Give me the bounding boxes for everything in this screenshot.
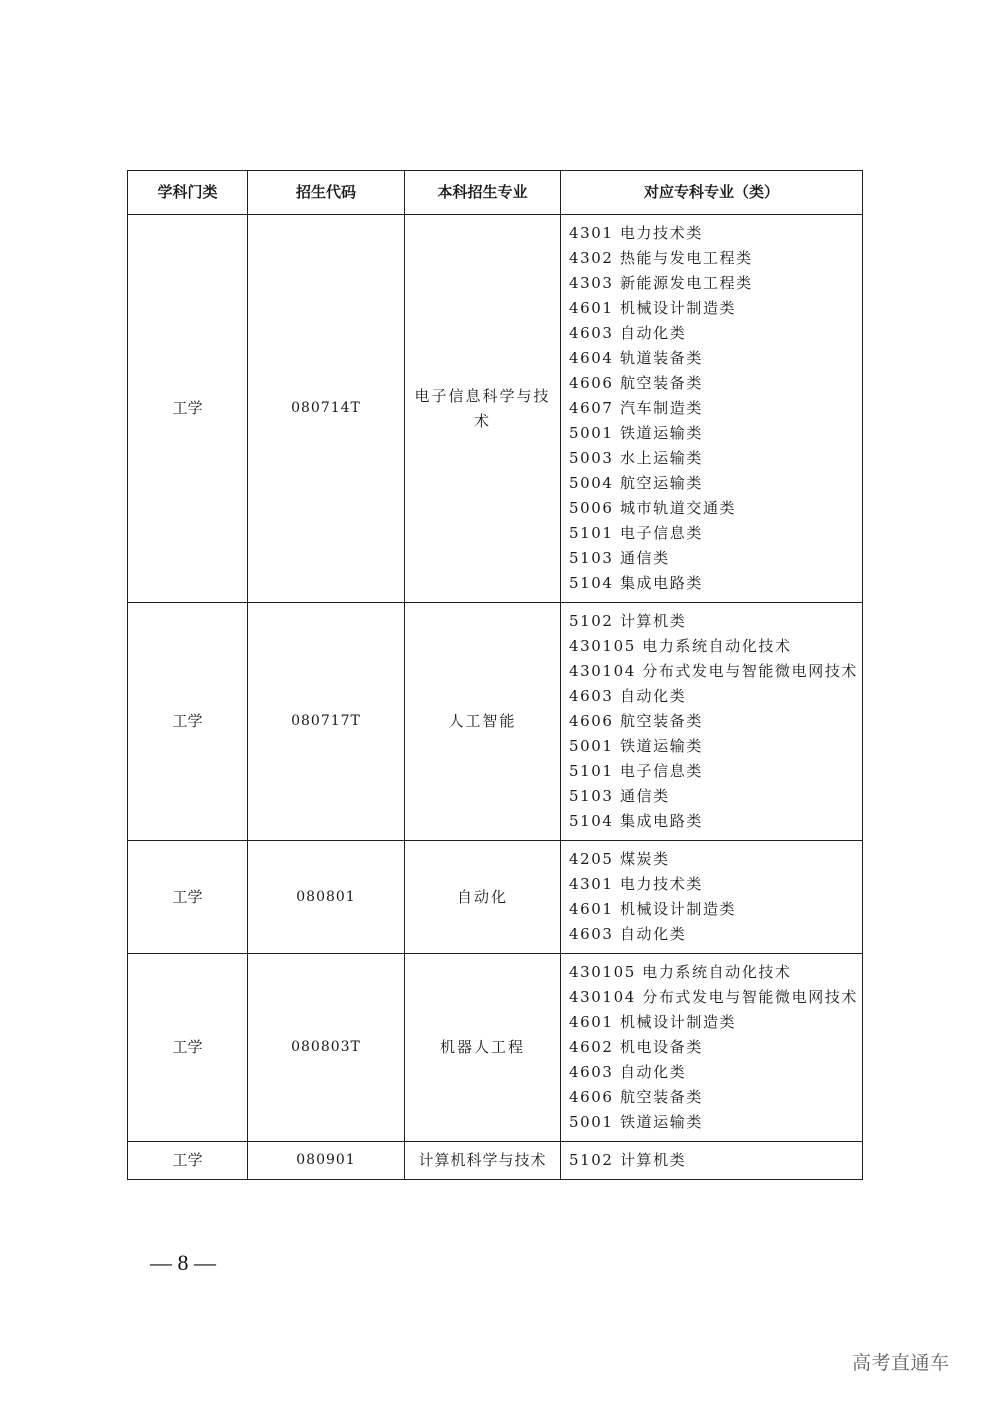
mapped-item: 5101 电子信息类 — [569, 524, 703, 542]
mapped-item: 4606 航空装备类 — [569, 374, 703, 392]
table-row — [128, 215, 863, 603]
mapped-item: 4602 机电设备类 — [569, 1038, 703, 1056]
mapped-item: 5001 铁道运输类 — [569, 1113, 703, 1131]
mapped-item: 5101 电子信息类 — [569, 762, 703, 780]
mapped-item: 4601 机械设计制造类 — [569, 1013, 737, 1031]
mapped-item: 430104 分布式发电与智能微电网技术 — [569, 662, 859, 680]
mapped-item: 4302 热能与发电工程类 — [569, 249, 753, 267]
row-category: 工学 — [128, 954, 248, 1142]
watermark-logo: 高考直通车 — [852, 1352, 950, 1374]
header-category: 学科门类 — [128, 171, 248, 215]
mapped-item: 5103 通信类 — [569, 787, 670, 805]
row-mapped-list — [561, 954, 863, 1142]
mapped-item: 5003 水上运输类 — [569, 449, 703, 467]
row-code: 080714T — [248, 215, 405, 603]
header-major: 本科招生专业 — [405, 171, 561, 215]
mapped-item: 4603 自动化类 — [569, 687, 687, 705]
major-mapping-table — [127, 170, 863, 1180]
mapped-item: 4303 新能源发电工程类 — [569, 274, 753, 292]
table-row — [128, 841, 863, 954]
row-category: 工学 — [128, 841, 248, 954]
row-category: 工学 — [128, 215, 248, 603]
row-major: 电子信息科学与技术 — [405, 215, 561, 603]
table-row — [128, 603, 863, 841]
mapped-item: 5006 城市轨道交通类 — [569, 499, 737, 517]
mapped-item: 5102 计算机类 — [569, 1151, 687, 1169]
row-category: 工学 — [128, 1142, 248, 1180]
row-major: 人工智能 — [405, 603, 561, 841]
mapped-item: 4301 电力技术类 — [569, 224, 703, 242]
page-number: — 8 — — [150, 1250, 216, 1275]
mapped-item: 4205 煤炭类 — [569, 850, 670, 868]
mapped-item: 5102 计算机类 — [569, 612, 687, 630]
header-code: 招生代码 — [248, 171, 405, 215]
mapped-item: 4601 机械设计制造类 — [569, 299, 737, 317]
mapped-item: 4603 自动化类 — [569, 324, 687, 342]
mapped-item: 5001 铁道运输类 — [569, 737, 703, 755]
mapped-item: 5004 航空运输类 — [569, 474, 703, 492]
table-row — [128, 1142, 863, 1180]
mapped-item: 5104 集成电路类 — [569, 574, 703, 592]
row-category: 工学 — [128, 603, 248, 841]
mapped-item: 4606 航空装备类 — [569, 712, 703, 730]
row-code: 080801 — [248, 841, 405, 954]
mapped-item: 5104 集成电路类 — [569, 812, 703, 830]
row-code: 080901 — [248, 1142, 405, 1180]
mapped-item: 4604 轨道装备类 — [569, 349, 703, 367]
mapped-item: 5103 通信类 — [569, 549, 670, 567]
mapped-item: 430105 电力系统自动化技术 — [569, 963, 792, 981]
mapped-item: 5001 铁道运输类 — [569, 424, 703, 442]
row-code: 080717T — [248, 603, 405, 841]
mapped-item: 430105 电力系统自动化技术 — [569, 637, 792, 655]
row-mapped-list — [561, 841, 863, 954]
mapped-item: 4601 机械设计制造类 — [569, 900, 737, 918]
table-header-row — [128, 171, 863, 215]
row-mapped-list — [561, 603, 863, 841]
mapped-item: 430104 分布式发电与智能微电网技术 — [569, 988, 859, 1006]
mapped-item: 4607 汽车制造类 — [569, 399, 703, 417]
mapped-item: 4603 自动化类 — [569, 1063, 687, 1081]
mapped-item: 4606 航空装备类 — [569, 1088, 703, 1106]
row-code: 080803T — [248, 954, 405, 1142]
row-mapped-list — [561, 215, 863, 603]
row-major: 计算机科学与技术 — [405, 1142, 561, 1180]
row-mapped-list — [561, 1142, 863, 1180]
mapped-item: 4301 电力技术类 — [569, 875, 703, 893]
row-major: 机器人工程 — [405, 954, 561, 1142]
mapped-item: 4603 自动化类 — [569, 925, 687, 943]
header-mapped: 对应专科专业（类） — [561, 171, 863, 215]
row-major: 自动化 — [405, 841, 561, 954]
table-row — [128, 954, 863, 1142]
